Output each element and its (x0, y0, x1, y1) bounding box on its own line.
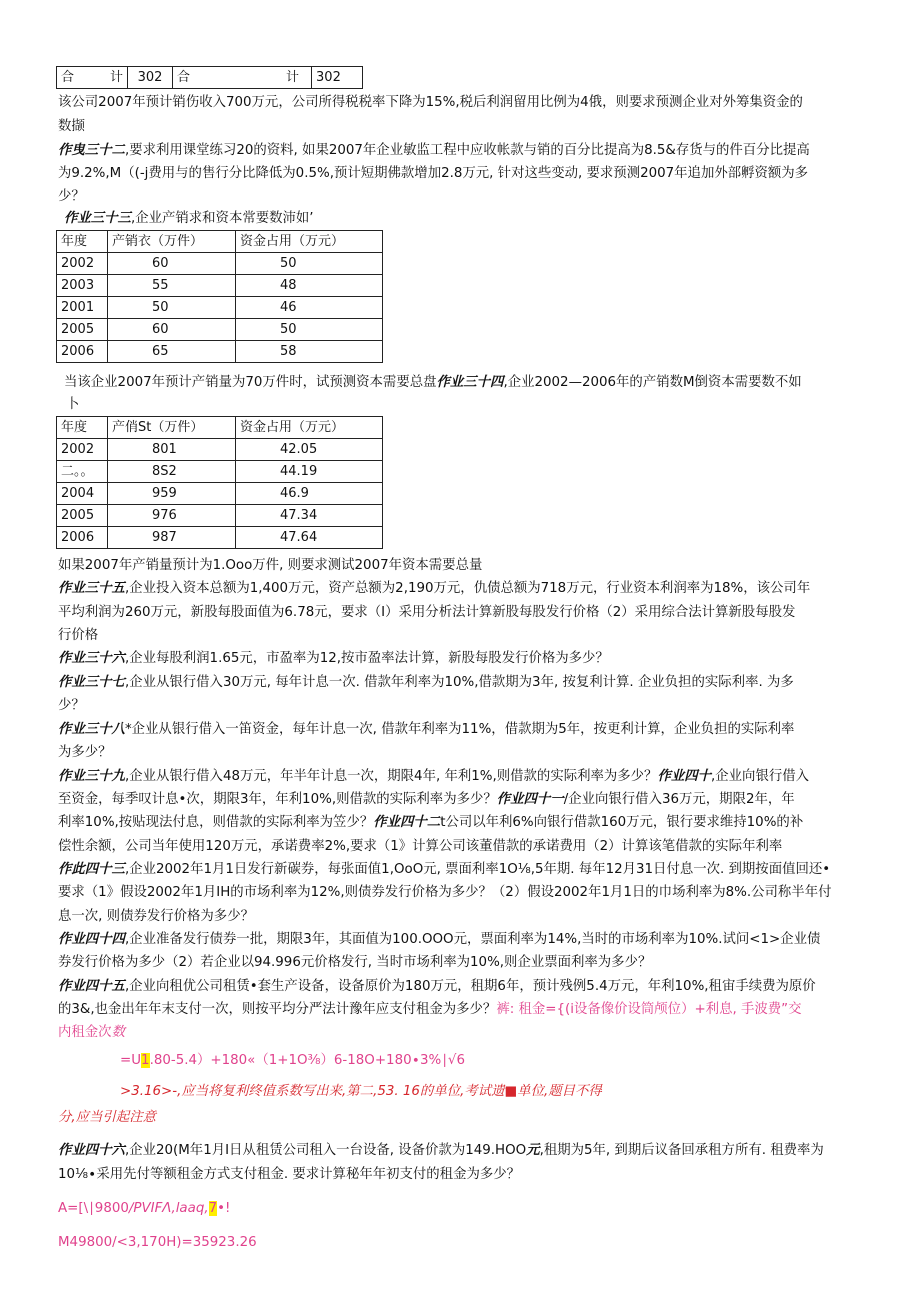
table-cell: 2004 (57, 483, 108, 505)
table-cell: 58 (236, 341, 383, 363)
homework-label: 作业四十一 (496, 792, 564, 807)
summary-label-1: 合 计 (57, 67, 128, 89)
homework-32-line: 少？ (58, 189, 85, 204)
solution-note: 裤: 租金={(i设备像价设筒颅位）+利息, 手波费”交 (496, 1002, 802, 1017)
summary-label-2: 合 计 (173, 67, 312, 89)
table-cell: 987 (108, 527, 236, 549)
table-row (57, 505, 383, 527)
table-cell: 46 (236, 297, 383, 319)
table-row (57, 319, 383, 341)
table-row (57, 67, 363, 89)
homework-46-line: 10⅛∙采用先付等额租金方式支付租金. 要求计算秘年年初支付的租金为多少？ (58, 1167, 521, 1182)
homework-38-line: 作业三十八*企业从银行借入一笛资金，每年计息一次, 借款年利率为11%，借款期为5年，按更利计算，企业负担的实际利率 (58, 722, 795, 737)
homework-32-line: 为9.2%,M（(-j费用与的售行分比降低为0.5%,预计短期佛款增加2.8万元, 针对这些变动, 要求预测2007年追加外部孵资额为多 (58, 166, 809, 181)
table-cell: 2006 (57, 341, 108, 363)
table-cell: 65 (108, 341, 236, 363)
highlight-mark: 7 (208, 1201, 218, 1216)
table-row (57, 483, 383, 505)
homework-44-line: 作业四十四,企业准备发行债券一批，期限3年，其面值为100.OOO元，票面利率为14%,当时的市场利率为10%.试问<1>企业债 (58, 932, 821, 947)
table-cell: 2002 (57, 439, 108, 461)
table-cell: 42.05 (236, 439, 383, 461)
homework-32-line: 作曳三十二,要求利用课堂练习20的资料, 如果2007年企业敏监工程中应收帐款与销的百分比提高为8.5&存货与的件百分比提高 (58, 143, 810, 158)
table-cell: 2005 (57, 505, 108, 527)
homework-35-line: 平均利润为260万元，新股每股面值为6.78元，要求（I）采用分析法计算新股每股发行价格（2）采用综合法计算新股每股发 (58, 605, 796, 620)
table-row (57, 527, 383, 549)
homework-45-line: 的3&,也金出年年末支付一次，则按平均分严法计豫年应支付租金为多少？裤: 租金={(i设备像价设筒颅位）+利息, 手波费”交 (58, 1002, 802, 1017)
table-row (57, 439, 383, 461)
table-cell: 8S2 (108, 461, 236, 483)
homework-35-line: 行价格 (58, 628, 99, 643)
table-cell: 976 (108, 505, 236, 527)
homework-42-line: 偿性余额，公司当年使用120万元，承诺费率2%,要求（1》计算公司该董借款的承诺费用（2）计算该笔借款的实际年利率 (58, 839, 783, 854)
homework-37-line: 少？ (58, 698, 85, 713)
table-cell: 50 (236, 319, 383, 341)
header-year: 年度 (57, 417, 108, 439)
production-capital-table-1 (56, 230, 383, 363)
homework-46-line: 作业四十六,企业20(M年1月I日从租赁公司租入一台设备, 设备价款为149.HOO元,租期为5年, 到期后议备回承租方所有. 租费率为 (58, 1143, 824, 1158)
table-row (57, 297, 383, 319)
highlight-mark: 1 (141, 1053, 150, 1068)
table-cell: 2002 (57, 253, 108, 275)
solution-formula: A=[\∣9800∕PVIFΛ,laaq,7•! (58, 1201, 231, 1216)
table-row (57, 461, 383, 483)
homework-label: 作业三十三 (64, 211, 131, 226)
homework-37-line: 作业三十七,企业从银行借入30万元, 每年计息一次. 借款年利率为10%,借款期为3年, 按复利计算. 企业负担的实际利率. 为多 (58, 675, 794, 690)
table-cell: 47.64 (236, 527, 383, 549)
homework-34-line: 卜 (66, 397, 80, 412)
homework-45-line: 作业四十五,企业向租优公司租赁•套生产设备，设备原价为180万元，租期6年，预计残例5.4万元，年利10%,租宙手续费为原价 (58, 979, 816, 994)
solution-remark: 分,应当引起注意 (58, 1110, 156, 1125)
homework-label: 作业三十四 (436, 375, 504, 390)
homework-label: 作业四十 (657, 769, 712, 784)
solution-remark: >3.16>-,应当将复利终值系数写出来,第二,53. 16的单位,考试遗■单位,题目不得 (120, 1084, 602, 1099)
homework-label: 作业三十七 (58, 675, 125, 690)
table-cell: 二。。 (57, 461, 108, 483)
homework-label: 作业三十五 (58, 581, 125, 596)
table-row (57, 253, 383, 275)
header-year: 年度 (57, 231, 108, 253)
solution-note: 内租金次数 (58, 1025, 125, 1040)
homework-35-line: 作业三十五,企业投入资本总额为1,400万元，资产总额为2,190万元，仇债总额为718万元，行业资本利润率为18%，该公司年 (58, 581, 811, 596)
homework-44-line: 券发行价格为多少（2）若企业以94.996元价格发行, 当时市场利率为10%,则企业票面利率为多少？ (58, 955, 652, 970)
table-cell: 50 (108, 297, 236, 319)
table-header-row (57, 417, 383, 439)
solution-formula: =U1.80-5.4）+180«（1+1O⅜）6-18O+180∙3%∣√6 (120, 1053, 465, 1068)
table-cell: 2006 (57, 527, 108, 549)
header-output: 产销衣（万件） (108, 231, 236, 253)
table-cell: 55 (108, 275, 236, 297)
table-row (57, 275, 383, 297)
homework-33-line: 作业三十三,企业产销求和资本常要数沛如’ (64, 211, 314, 226)
table-cell: 2005 (57, 319, 108, 341)
homework-label: 作业三十九 (58, 769, 125, 784)
homework-43-line: 息一次, 则债券发行价格为多少？ (58, 909, 254, 924)
homework-40-line: 至资金，每季叹计息•次，期限3年，年利10%,则借款的实际利率为多少？作业四十一/企业向银行借入36万元，期限2年，年 (58, 792, 795, 807)
table-header-row (57, 231, 383, 253)
summary-value-2: 302 (312, 67, 363, 89)
table-row (57, 341, 383, 363)
table-cell: 50 (236, 253, 383, 275)
table-cell: 46.9 (236, 483, 383, 505)
homework-label: 作曳三十二 (58, 143, 125, 158)
table-cell: 2003 (57, 275, 108, 297)
paragraph-line: 数撷 (58, 119, 85, 134)
homework-36-line: 作业三十六,企业每股利润1.65元，市盈率为12,按市盈率法计算，新股每股发行价格为多少？ (58, 651, 609, 666)
homework-label: 作此四十三 (58, 862, 125, 877)
table-cell: 801 (108, 439, 236, 461)
homework-41-line: 利率10%,按贴现法付息，则借款的实际利率为笠少？作业四十二t公司以年利6%向银行借款160万元，银行要求维持10%的补 (58, 815, 804, 830)
paragraph-line: 该公司2007年预计销伤收入700万元，公司所得税税率下降为15%,税后利润留用比例为4俄，则要求预测企业对外筹集资金的 (58, 95, 803, 110)
summary-table (56, 66, 363, 89)
header-capital: 资金占用（万元） (236, 231, 383, 253)
homework-label: 作业四十四 (58, 932, 125, 947)
table-cell: 60 (108, 319, 236, 341)
table-cell: 60 (108, 253, 236, 275)
homework-39-line: 作业三十九,企业从银行借入48万元，年半年计息一次，期限4年, 年利1%,则借款的实际利率为多少？作业四十,企业向银行借入 (58, 769, 810, 784)
homework-34-line: 当该企业2007年预计产销量为70万件时，试预测资本需要总盘作业三十四,企业2002—2006年的产销数M倒资本需要数不如 (64, 375, 802, 390)
table-cell: 2001 (57, 297, 108, 319)
table-cell: 47.34 (236, 505, 383, 527)
summary-value-1: 302 (128, 67, 173, 89)
homework-label: 作业三十六 (58, 651, 125, 666)
paragraph-line: 如果2007年产销量预计为1.Ooo万件, 则要求测试2007年资本需要总量 (58, 558, 483, 573)
header-capital: 资金占用（万元） (236, 417, 383, 439)
homework-label: 作业四十五 (58, 979, 125, 994)
homework-43-line: 作此四十三,企业2002年1月1日发行新碳券，每张面值1,OoO元, 票面利率1O⅛,5年期. 每年12月31日付息一次. 到期按面值回还• (58, 862, 831, 877)
table-cell: 959 (108, 483, 236, 505)
table-cell: 48 (236, 275, 383, 297)
homework-label: 作业三十八 (58, 722, 125, 737)
header-output: 产俏St（万件） (108, 417, 236, 439)
homework-label: 作业四十六 (58, 1143, 125, 1158)
homework-43-line: 要求（1》假设2002年1月IH的市场利率为12%,则债券发行价格为多少？（2）假设2002年1月1日的巾场利率为8%.公司称半年付 (58, 885, 832, 900)
production-capital-table-2 (56, 416, 383, 549)
homework-label: 作业四十二 (373, 815, 441, 830)
solution-result: M49800/<3,170H)=35923.26 (58, 1235, 257, 1250)
table-cell: 44.19 (236, 461, 383, 483)
homework-38-line: 为多少？ (58, 745, 112, 760)
